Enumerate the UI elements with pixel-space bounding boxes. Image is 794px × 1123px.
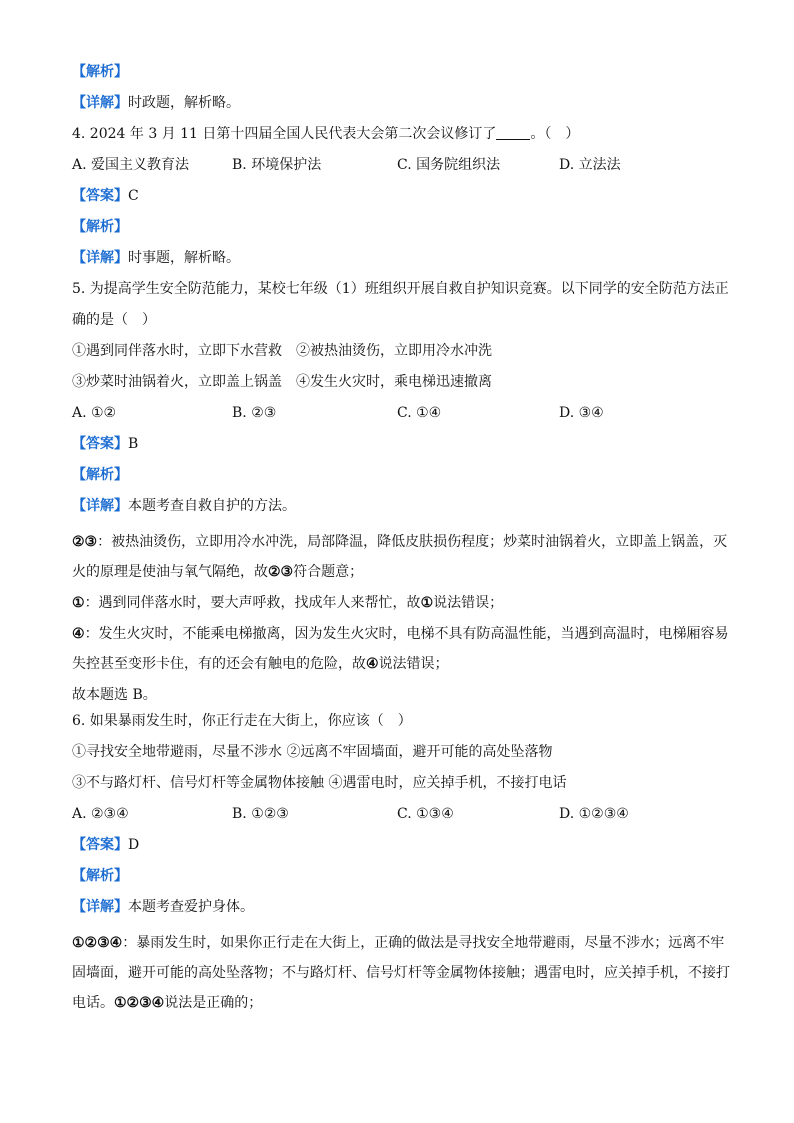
answer-q4 [72,186,732,206]
explanation-end: 说法错误； [433,595,504,611]
answer-value: D [128,837,140,853]
option-a: A. 爱国主义教育法 [72,157,190,173]
question-6-items-line1: ①寻找安全地带避雨，尽量不涉水 ②远离不牢固墙面，避开可能的高处坠落物 [72,744,553,760]
analysis-tag: 【解析】 [72,64,128,80]
question-4-options [72,155,732,175]
question-text: 4. 2024 年 3 月 11 日第十四届全国人民代表大会第二次会议修订了 [72,126,497,142]
analysis-label-q4 [72,217,732,237]
detail-tag: 【详解】 [72,95,128,111]
analysis-tag: 【解析】 [72,219,128,235]
analysis-tag: 【解析】 [72,467,128,483]
conclusion-q5: 故本题选 B。 [72,687,157,703]
question-5-items-line2: ③炒菜时油锅着火，立即盖上锅盖 ④发生火灾时，乘电梯迅速撤离 [72,374,492,390]
detail-tag: 【详解】 [72,498,128,514]
item-marker: ②③ [72,534,98,550]
answer-q5 [72,434,732,454]
question-5-stem-line1: 5. 为提高学生安全防范能力，某校七年级（1）班组织开展自救自护知识竞赛。以下同学的安全防范方法正 [72,281,729,297]
detail-text: 时政题，解析略。 [128,95,240,111]
analysis-label-q5 [72,465,732,485]
analysis-tag: 【解析】 [72,868,128,884]
detail-tag: 【详解】 [72,250,128,266]
option-c: C. ①④ [397,405,442,421]
question-text-end: 。（ ） [530,126,580,142]
item-marker: ①②③④ [72,935,123,951]
answer-blank [496,125,530,140]
option-d: D. ①②③④ [559,806,629,822]
option-b: B. ②③ [232,405,277,421]
detail-q3 [72,93,732,113]
detail-q5 [72,496,732,516]
explanation-text: ：暴雨发生时，如果你正行走在大街上，正确的做法是寻找安全地带避雨，尽量不涉水；远离不牢固墙面，避开可能的高处坠落物；不与路灯杆、信号灯杆等金属物体接触；遇雷电时，应关掉手机，不接打电话。 [72,935,730,1011]
answer-value: B [128,436,139,452]
item-ref: ① [420,595,434,611]
answer-value: C [128,188,139,204]
explanation-text: ：被热油烫伤，立即用冷水冲洗，局部降温，降低皮肤损伤程度；炒菜时油锅着火，立即盖上锅盖，灭火的原理是使油与氧气隔绝，故 [72,534,728,580]
item-ref: ④ [366,656,379,672]
explanation-end: 符合题意； [293,564,364,580]
item-ref: ①②③④ [114,995,165,1011]
explanation-end: 说法是正确的； [164,995,263,1011]
question-6-options [72,804,732,824]
answer-tag: 【答案】 [72,837,128,853]
explanation-text: ：发生火灾时，不能乘电梯撤离，因为发生火灾时，电梯不具有防高温性能，当遇到高温时，电梯厢容易失控甚至变形卡住，有的还会有触电的危险，故 [72,626,729,672]
document-page [72,62,732,1019]
explanation-q5-item1 [72,588,732,618]
option-c: C. ①③④ [397,806,454,822]
option-b: B. 环境保护法 [232,157,322,173]
option-d: D. ③④ [559,405,604,421]
detail-text: 本题考查自救自护的方法。 [128,498,296,514]
question-5-options [72,403,732,423]
explanation-text: ：遇到同伴落水时，要大声呼救，找成年人来帮忙，故 [84,595,421,611]
answer-tag: 【答案】 [72,436,128,452]
analysis-label-q3 [72,62,732,82]
explanation-q5-correct [72,527,732,587]
question-5-stem-line2: 确的是（ ） [72,312,156,328]
explanation-end: 说法错误； [378,656,449,672]
option-c: C. 国务院组织法 [397,157,501,173]
question-6-items-line2: ③不与路灯杆、信号灯杆等金属物体接触 ④遇雷电时，应关掉手机，不接打电话 [72,775,567,791]
detail-tag: 【详解】 [72,899,128,915]
question-6-stem: 6. 如果暴雨发生时，你正行走在大街上，你应该（ ） [72,713,412,729]
detail-text: 时事题，解析略。 [128,250,240,266]
detail-text: 本题考查爱护身体。 [128,899,254,915]
option-a: A. ②③④ [72,806,129,822]
detail-q6 [72,897,732,917]
question-5-items-line1: ①遇到同伴落水时，立即下水营救 ②被热油烫伤，立即用冷水冲洗 [72,343,492,359]
explanation-q5-item4 [72,619,732,679]
question-4-stem [72,124,732,144]
analysis-label-q6 [72,866,732,886]
option-b: B. ①②③ [232,806,289,822]
option-d: D. 立法法 [559,157,621,173]
item-ref: ②③ [268,564,294,580]
detail-q4 [72,248,732,268]
answer-q6 [72,835,732,855]
explanation-q6 [72,928,732,1018]
answer-tag: 【答案】 [72,188,128,204]
option-a: A. ①② [72,405,117,421]
item-marker: ④ [72,626,85,642]
item-marker: ① [72,595,85,611]
